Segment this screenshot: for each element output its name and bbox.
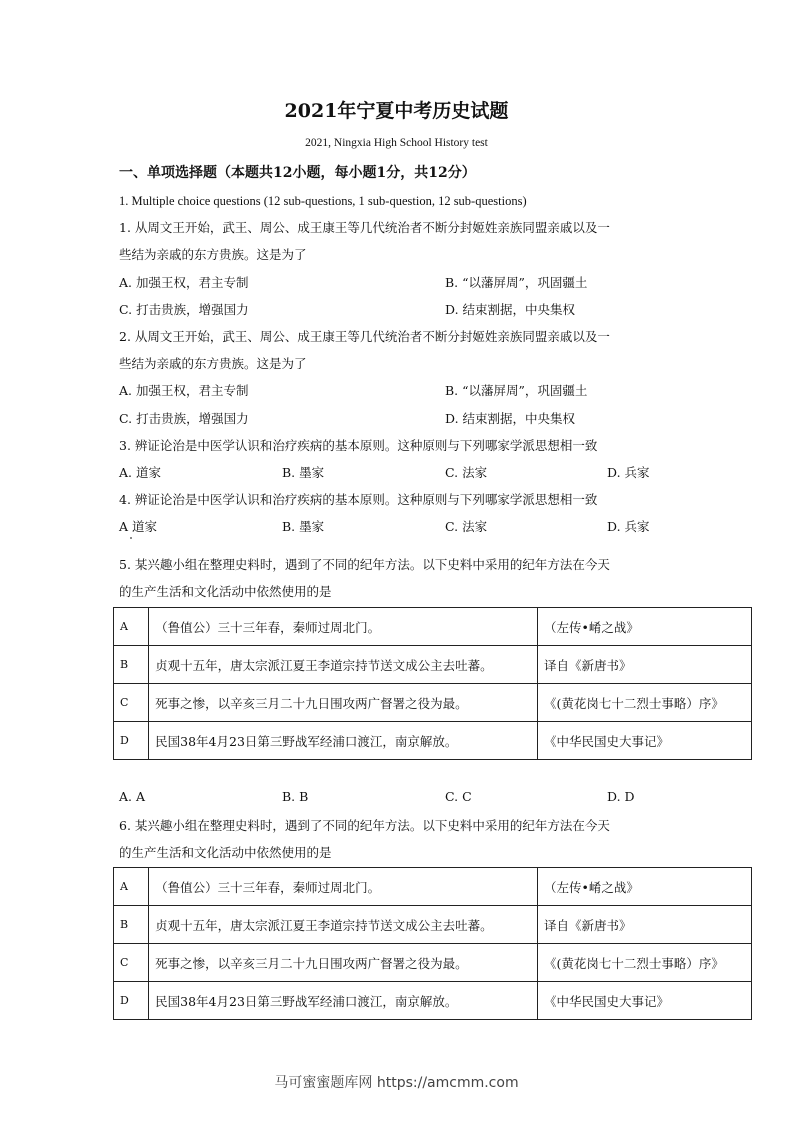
section-heading: 一、单项选择题（本题共12小题，每小题1分，共12分） [119, 165, 476, 181]
q2-option-c: C. 打击贵族，增强国力 [119, 411, 249, 426]
row-key: D [114, 982, 149, 1020]
q5-option-b: B. B [282, 789, 309, 804]
q2-stem-line1: 2. 从周文王开始，武王、周公、成王康王等几代统治者不断分封姬姓亲族同盟亲戚以及一 [119, 329, 610, 344]
page-title: 2021年宁夏中考历史试题 [284, 100, 509, 122]
row-key: A [114, 608, 149, 646]
q3-option-a: A. 道家 [119, 465, 161, 480]
row-key: A [114, 868, 149, 906]
table-row [114, 684, 752, 722]
q2-option-b: B. “以藩屏周”，巩固疆土 [445, 383, 588, 398]
q4-option-a: A 道家 [119, 519, 158, 534]
row-key: B [114, 646, 149, 684]
q1-option-d: D. 结束割据，中央集权 [445, 302, 576, 317]
q6-stem-line1: 6. 某兴趣小组在整理史料时，遇到了不同的纪年方法。以下史料中采用的纪年方法在今天 [119, 818, 610, 833]
q6-stem-line2: 的生产生活和文化活动中依然使用的是 [119, 845, 332, 860]
row-text: 民国38年4月23日第三野战军经浦口渡江，南京解放。 [149, 982, 538, 1020]
q4-option-b: B. 墨家 [282, 519, 325, 534]
q1-stem-line2: 些结为亲戚的东方贵族。这是为了 [119, 247, 307, 262]
row-source: （左传•崤之战》 [537, 608, 751, 646]
table-row [114, 722, 752, 760]
q2-option-d: D. 结束割据，中央集权 [445, 411, 576, 426]
page-subtitle: 2021, Ningxia High School History test [305, 137, 488, 149]
row-text: 死事之惨，以辛亥三月二十九日围攻两广督署之役为最。 [149, 684, 538, 722]
table-row [114, 982, 752, 1020]
table-row [114, 608, 752, 646]
q2-option-a: A. 加强王权，君主专制 [119, 383, 249, 398]
row-key: B [114, 906, 149, 944]
table-row [114, 906, 752, 944]
q3-option-b: B. 墨家 [282, 465, 325, 480]
q6-source-table [113, 867, 752, 1020]
q1-option-c: C. 打击贵族，增强国力 [119, 302, 249, 317]
row-source: （左传•崤之战》 [537, 868, 751, 906]
row-text: 死事之惨，以辛亥三月二十九日围攻两广督署之役为最。 [149, 944, 538, 982]
table-row [114, 944, 752, 982]
q1-stem-line1: 1. 从周文王开始，武王、周公、成王康王等几代统治者不断分封姬姓亲族同盟亲戚以及一 [119, 220, 610, 235]
q3-stem: 3. 辨证论治是中医学认识和治疗疾病的基本原则。这种原则与下列哪家学派思想相一致 [119, 438, 598, 453]
q1-option-b: B. “以藩屏周”，巩固疆土 [445, 275, 588, 290]
row-key: D [114, 722, 149, 760]
row-source: 《(黄花岗七十二烈士事略）序》 [537, 944, 751, 982]
footer-watermark: 马可蜜蜜题库网 https://amcmm.com [274, 1075, 519, 1091]
section-heading-en: 1. Multiple choice questions (12 sub-questions, 1 sub-question, 12 sub-questions) [119, 194, 527, 208]
row-text: 贞观十五年，唐太宗派江夏王李道宗持节送文成公主去吐蕃。 [149, 646, 538, 684]
q4-option-d: D. 兵家 [607, 519, 650, 534]
row-source: 《(黄花岗七十二烈士事略）序》 [537, 684, 751, 722]
q3-option-c: C. 法家 [445, 465, 488, 480]
q2-stem-line2: 些结为亲戚的东方贵族。这是为了 [119, 356, 307, 371]
q1-option-a: A. 加强王权，君主专制 [119, 275, 249, 290]
q5-option-d: D. D [607, 789, 635, 804]
row-source: 译自《新唐书》 [537, 906, 751, 944]
table-row [114, 868, 752, 906]
table-row [114, 646, 752, 684]
q5-source-table [113, 607, 752, 760]
stray-dot [130, 537, 132, 539]
q5-stem-line1: 5. 某兴趣小组在整理史料时，遇到了不同的纪年方法。以下史料中采用的纪年方法在今天 [119, 557, 610, 572]
row-source: 译自《新唐书》 [537, 646, 751, 684]
q5-option-a: A. A [119, 789, 146, 804]
q5-option-c: C. C [445, 789, 472, 804]
row-text: 贞观十五年，唐太宗派江夏王李道宗持节送文成公主去吐蕃。 [149, 906, 538, 944]
row-text: （鲁值公）三十三年春，秦师过周北门。 [149, 608, 538, 646]
row-text: 民国38年4月23日第三野战军经浦口渡江，南京解放。 [149, 722, 538, 760]
row-key: C [114, 684, 149, 722]
row-source: 《中华民国史大事记》 [537, 722, 751, 760]
q3-option-d: D. 兵家 [607, 465, 650, 480]
row-text: （鲁值公）三十三年春，秦师过周北门。 [149, 868, 538, 906]
q4-stem: 4. 辨证论治是中医学认识和治疗疾病的基本原则。这种原则与下列哪家学派思想相一致 [119, 492, 598, 507]
row-key: C [114, 944, 149, 982]
q4-option-c: C. 法家 [445, 519, 488, 534]
q5-stem-line2: 的生产生活和文化活动中依然使用的是 [119, 584, 332, 599]
row-source: 《中华民国史大事记》 [537, 982, 751, 1020]
